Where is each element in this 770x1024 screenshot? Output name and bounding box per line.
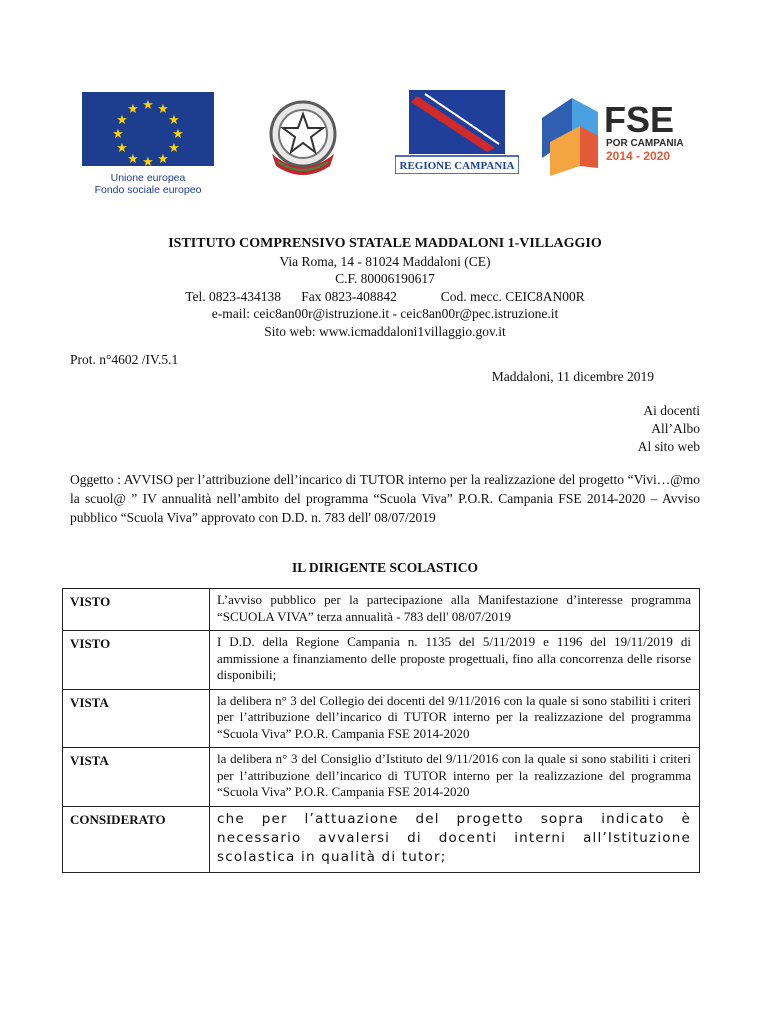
svg-text:★: ★ [142, 155, 154, 166]
protocol-number: Prot. n°4602 /IV.5.1 [70, 352, 179, 367]
row-text: I D.D. della Regione Campania n. 1135 del 5/11/2019 e 1196 del 19/11/2019 di ammissione a finanziamento delle proposte progettuali, fino alla concorrenza delle risorse disponibili; [210, 631, 700, 690]
eu-flag-icon [82, 92, 214, 166]
row-keyword: CONSIDERATO [63, 806, 210, 872]
fse-sub2: 2014 - 2020 [606, 149, 671, 163]
svg-text:★: ★ [157, 102, 169, 117]
fse-sub1: POR CAMPANIA [606, 138, 684, 149]
regione-campania-logo [395, 90, 519, 174]
school-web: Sito web: www.icmaddaloni1villaggio.gov.it [264, 323, 506, 339]
section-heading: IL DIRIGENTE SCOLASTICO [291, 560, 479, 575]
school-title: ISTITUTO COMPRENSIVO STATALE MADDALONI 1-VILLAGGIO [168, 236, 602, 251]
svg-text:★: ★ [127, 102, 139, 117]
svg-text:★: ★ [116, 113, 128, 128]
svg-text:★: ★ [168, 113, 180, 128]
eu-caption-line1: Unione europea [110, 172, 186, 184]
svg-text:★: ★ [116, 141, 128, 156]
row-keyword: VISTO [63, 631, 210, 690]
table-row [63, 689, 700, 748]
svg-text:★: ★ [168, 141, 180, 156]
school-fax: Fax 0823-408842 [301, 288, 397, 304]
recipients [638, 402, 700, 456]
school-cf: C.F. 80006190617 [335, 271, 435, 286]
row-keyword: VISTO [63, 589, 210, 631]
campania-label: REGIONE CAMPANIA [399, 160, 515, 172]
school-contacts [0, 288, 770, 306]
table-row [63, 631, 700, 690]
premises-table [62, 588, 700, 873]
recipient: Ai docenti [643, 403, 700, 418]
table-row [63, 589, 700, 631]
svg-text:★: ★ [127, 152, 139, 166]
school-cod: Cod. mecc. CEIC8AN00R [440, 288, 585, 304]
logo-bar [0, 88, 770, 198]
table-row [63, 806, 700, 872]
recipient: All’Albo [651, 421, 700, 436]
eu-caption-line2: Fondo sociale europeo [94, 184, 202, 196]
school-address: Via Roma, 14 - 81024 Maddaloni (CE) [279, 253, 491, 269]
document-date: Maddaloni, 11 dicembre 2019 [491, 369, 654, 384]
row-text: L’avviso pubblico per la partecipazione alla Manifestazione d’interesse programma “SCUOLA VIVA” terza annualità - 783 dell' 08/07/2019 [210, 589, 700, 631]
row-text: la delibera n° 3 del Consiglio d’Istituto del 9/11/2016 con la quale si sono stabiliti i criteri per l’attribuzione dell’incarico di TUTOR interno per la realizzazione del programma “Scuola Viva” P.O.R. Campania FSE 2014-2020 [210, 748, 700, 807]
svg-text:★: ★ [157, 152, 169, 166]
school-tel: Tel. 0823-434138 [185, 288, 282, 304]
school-header [0, 235, 770, 340]
svg-text:★: ★ [142, 98, 154, 113]
fse-title: FSE [604, 99, 675, 140]
row-text: che per l’attuazione del progetto sopra indicato è necessario avvalersi di docenti interni all’Istituzione scolastica in qualità di tutor; [210, 806, 700, 872]
fse-logo [532, 88, 700, 178]
table-row [63, 748, 700, 807]
subject-paragraph: Oggetto : AVVISO per l’attribuzione dell’incarico di TUTOR interno per la realizzazione del progetto “Vivi…@mo la scuol@ ” IV annualità nell’ambito del programma “Scuola Viva” P.O.R. Campania FSE 2014-2020 – Avviso pubblico “Scuola Viva” approvato con D.D. n. 783 dell' 08/07/2019 [70, 472, 700, 525]
eu-logo [82, 92, 214, 196]
recipient: Al sito web [637, 439, 700, 454]
row-keyword: VISTA [63, 748, 210, 807]
row-text: la delibera n° 3 del Collegio dei docenti del 9/11/2016 con la quale si sono stabiliti i criteri per l’attribuzione dell’incarico di TUTOR interno per la realizzazione del programma “Scuola Viva” P.O.R. Campania FSE 2014-2020 [210, 689, 700, 748]
row-keyword: VISTA [63, 689, 210, 748]
school-email: e-mail: ceic8an00r@istruzione.it - ceic8an00r@pec.istruzione.it [211, 306, 559, 321]
italian-republic-emblem-icon [258, 92, 348, 182]
svg-text:★: ★ [172, 127, 184, 142]
svg-text:★: ★ [112, 127, 124, 142]
